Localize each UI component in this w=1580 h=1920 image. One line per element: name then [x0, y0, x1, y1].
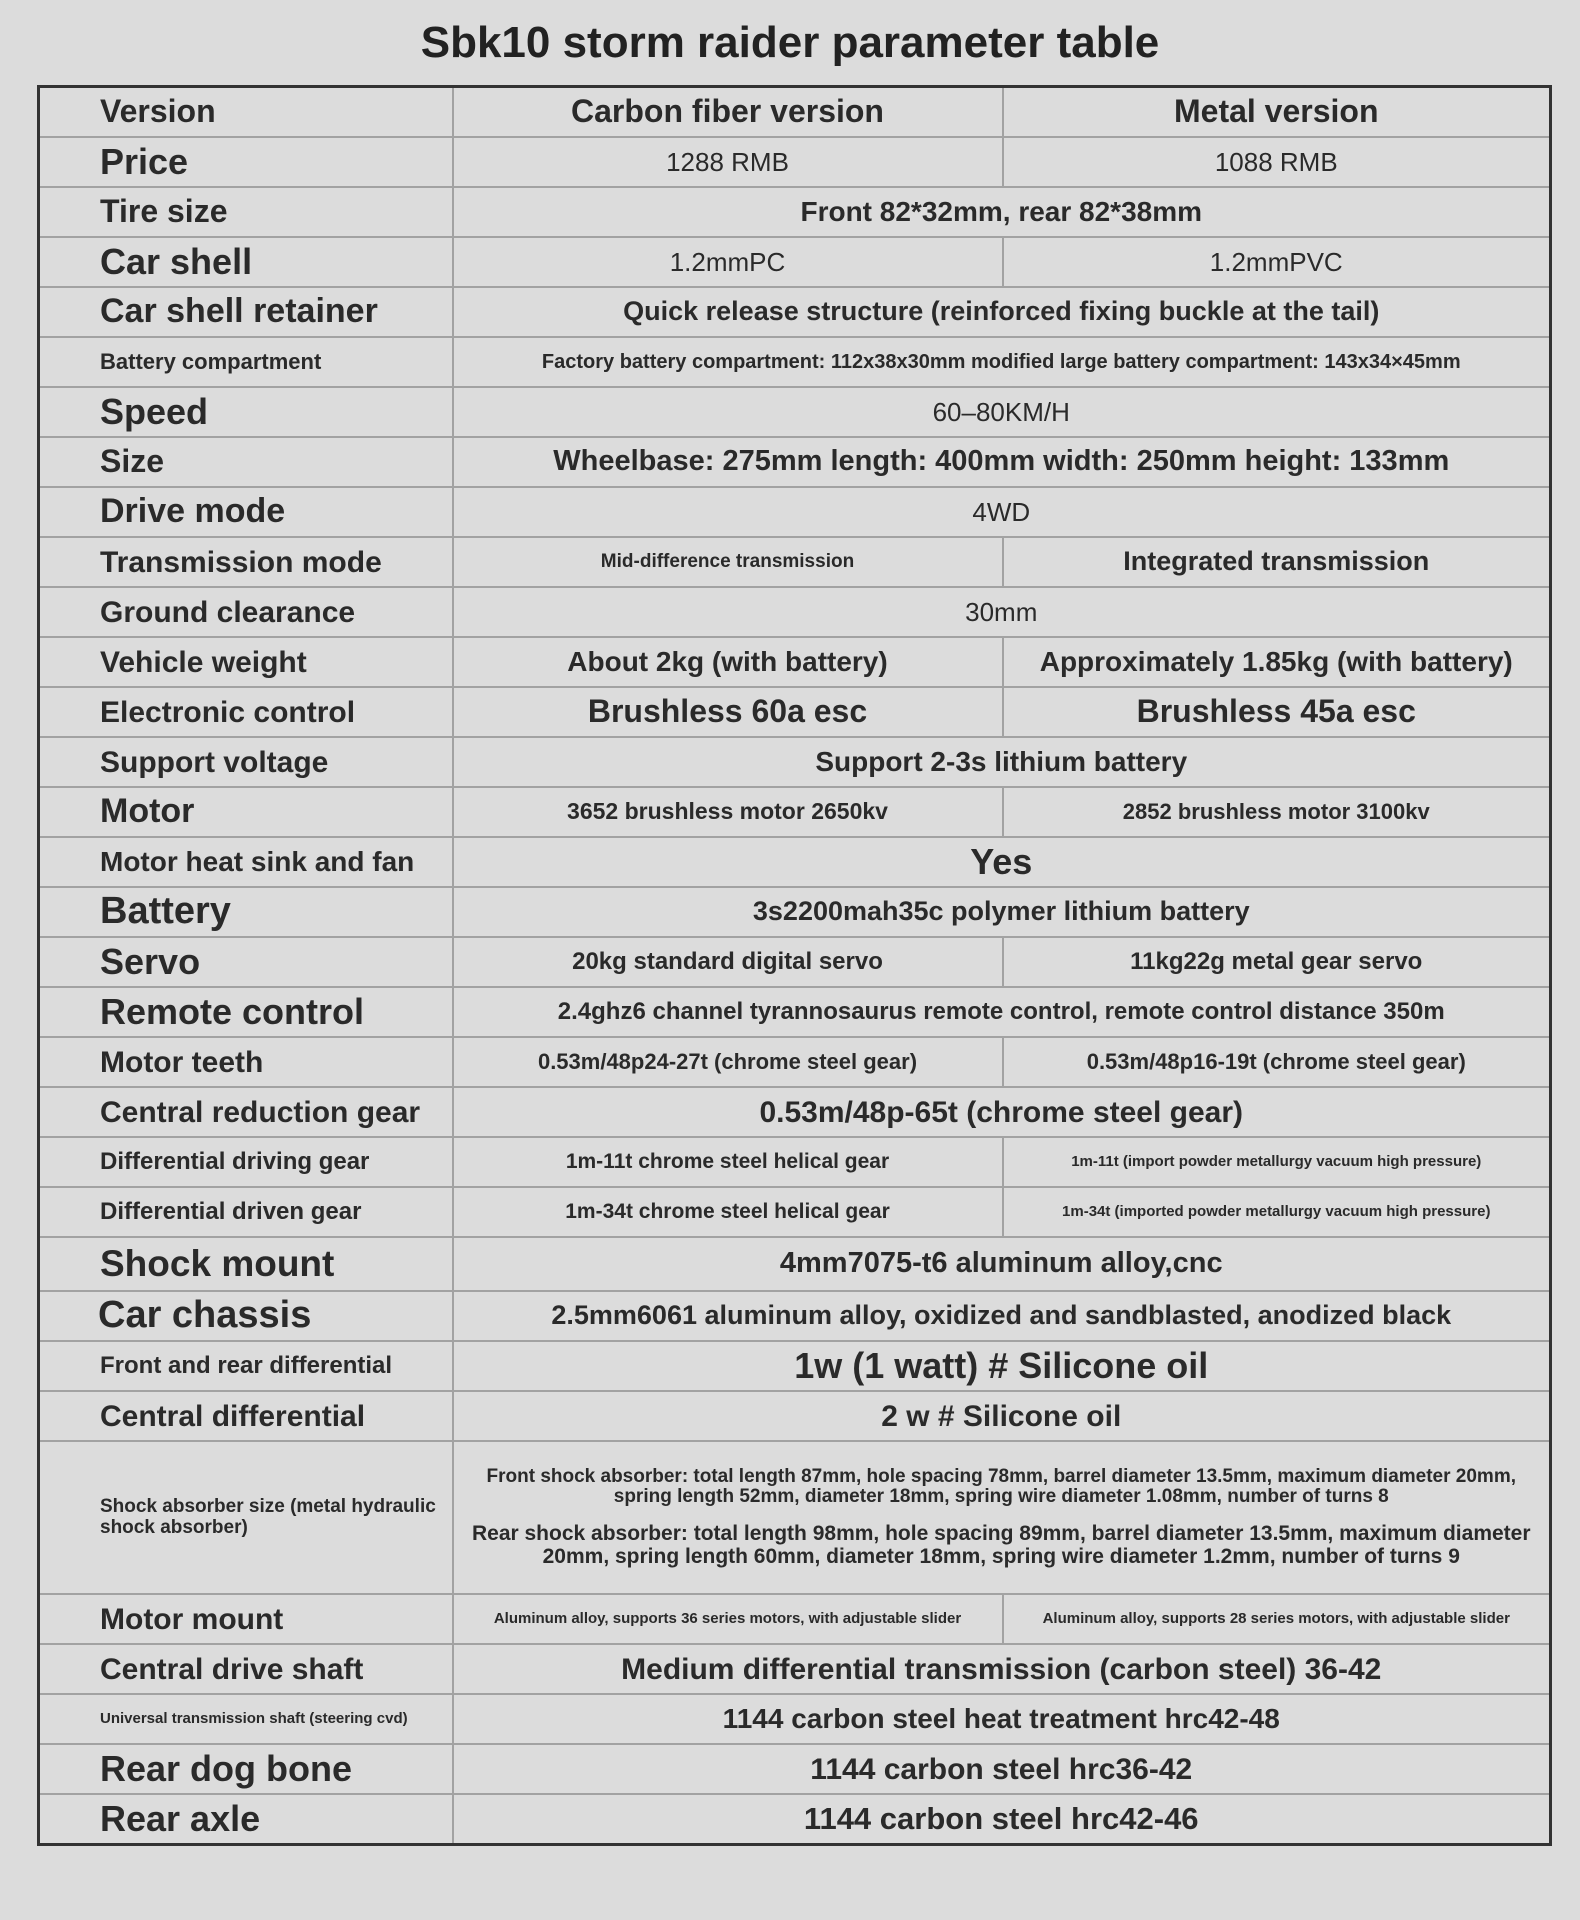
row-value: 4WD	[453, 487, 1551, 537]
row-label: Price	[39, 137, 453, 187]
table-row	[39, 1644, 1551, 1694]
row-value: 0.53m/48p-65t (chrome steel gear)	[453, 1087, 1551, 1137]
row-label: Electronic control	[39, 687, 453, 737]
table-row	[39, 1087, 1551, 1137]
table-row	[39, 187, 1551, 237]
table-row	[39, 1237, 1551, 1291]
metal-version-value: 11kg22g metal gear servo	[1003, 937, 1551, 987]
table-row	[39, 737, 1551, 787]
row-label: Motor	[39, 787, 453, 837]
table-row	[39, 1187, 1551, 1237]
row-label: Size	[39, 437, 453, 487]
table-row	[39, 537, 1551, 587]
table-row	[39, 587, 1551, 637]
row-label: Shock absorber size (metal hydraulic shock absorber)	[39, 1441, 453, 1594]
row-label: Drive mode	[39, 487, 453, 537]
table-row	[39, 1441, 1551, 1594]
row-value: Factory battery compartment: 112x38x30mm modified large battery compartment: 143x34×45mm	[453, 337, 1551, 387]
row-value: Yes	[453, 837, 1551, 887]
row-label: Ground clearance	[39, 587, 453, 637]
row-label: Motor teeth	[39, 1037, 453, 1087]
carbon-version-value: Carbon fiber version	[453, 87, 1003, 138]
table-row	[39, 1037, 1551, 1087]
metal-version-value: 1.2mmPVC	[1003, 237, 1551, 287]
table-row	[39, 937, 1551, 987]
carbon-version-value: 1.2mmPC	[453, 237, 1003, 287]
table-row	[39, 1341, 1551, 1391]
carbon-version-value: 3652 brushless motor 2650kv	[453, 787, 1003, 837]
table-row	[39, 1391, 1551, 1441]
row-value: 30mm	[453, 587, 1551, 637]
carbon-version-value: 1m-34t chrome steel helical gear	[453, 1187, 1003, 1237]
table-row	[39, 837, 1551, 887]
table-row	[39, 137, 1551, 187]
row-label: Car shell	[39, 237, 453, 287]
table-row	[39, 337, 1551, 387]
row-label: Universal transmission shaft (steering cvd)	[39, 1694, 453, 1744]
table-row	[39, 787, 1551, 837]
row-label: Front and rear differential	[39, 1341, 453, 1391]
front-shock-spec: Front shock absorber: total length 87mm, hole spacing 78mm, barrel diameter 13.5mm, maximum diameter 20mm, spring length 52mm, diameter 18mm, spring wire diameter 1.08mm, number of turns 8	[486, 1465, 1516, 1508]
row-value: Wheelbase: 275mm length: 400mm width: 250mm height: 133mm	[453, 437, 1551, 487]
row-label: Motor heat sink and fan	[39, 837, 453, 887]
row-label: Shock mount	[39, 1237, 453, 1291]
row-label: Battery compartment	[39, 337, 453, 387]
row-label: Tire size	[39, 187, 453, 237]
row-value: 2.5mm6061 aluminum alloy, oxidized and sandblasted, anodized black	[453, 1291, 1551, 1341]
rear-shock-spec: Rear shock absorber: total length 98mm, hole spacing 89mm, barrel diameter 13.5mm, maximum diameter 20mm, spring length 60mm, diameter 18mm, spring wire diameter 1.2mm, number of turns 9	[471, 1522, 1531, 1569]
table-row	[39, 87, 1551, 138]
row-value: 1w (1 watt) # Silicone oil	[453, 1341, 1551, 1391]
table-row	[39, 687, 1551, 737]
row-label: Support voltage	[39, 737, 453, 787]
row-label: Servo	[39, 937, 453, 987]
row-value: Support 2-3s lithium battery	[453, 737, 1551, 787]
table-row	[39, 1744, 1551, 1794]
row-label: Speed	[39, 387, 453, 437]
metal-version-value: 2852 brushless motor 3100kv	[1003, 787, 1551, 837]
row-label: Central drive shaft	[39, 1644, 453, 1694]
metal-version-value: 1088 RMB	[1003, 137, 1551, 187]
row-value: 60–80KM/H	[453, 387, 1551, 437]
row-value: Front 82*32mm, rear 82*38mm	[453, 187, 1551, 237]
row-label: Differential driving gear	[39, 1137, 453, 1187]
row-label: Rear axle	[39, 1794, 453, 1845]
carbon-version-value: 20kg standard digital servo	[453, 937, 1003, 987]
metal-version-value: Brushless 45a esc	[1003, 687, 1551, 737]
table-row	[39, 1594, 1551, 1644]
metal-version-value: Aluminum alloy, supports 28 series motors, with adjustable slider	[1003, 1594, 1551, 1644]
row-label: Car shell retainer	[39, 287, 453, 337]
carbon-version-value: Mid-difference transmission	[453, 537, 1003, 587]
row-label: Car chassis	[39, 1291, 453, 1341]
row-label: Transmission mode	[39, 537, 453, 587]
table-row	[39, 1694, 1551, 1744]
row-value: Medium differential transmission (carbon steel) 36-42	[453, 1644, 1551, 1694]
table-row	[39, 637, 1551, 687]
carbon-version-value: Brushless 60a esc	[453, 687, 1003, 737]
carbon-version-value: 1m-11t chrome steel helical gear	[453, 1137, 1003, 1187]
metal-version-value: 1m-11t (import powder metallurgy vacuum high pressure)	[1003, 1137, 1551, 1187]
row-label: Rear dog bone	[39, 1744, 453, 1794]
table-row	[39, 887, 1551, 937]
row-label: Vehicle weight	[39, 637, 453, 687]
carbon-version-value: 0.53m/48p24-27t (chrome steel gear)	[453, 1037, 1003, 1087]
carbon-version-value: Aluminum alloy, supports 36 series motors, with adjustable slider	[453, 1594, 1003, 1644]
table-row	[39, 1291, 1551, 1341]
row-value: 4mm7075-t6 aluminum alloy,cnc	[453, 1237, 1551, 1291]
parameter-table	[37, 85, 1552, 1846]
table-row	[39, 287, 1551, 337]
row-label: Battery	[39, 887, 453, 937]
metal-version-value: Metal version	[1003, 87, 1551, 138]
table-row	[39, 1794, 1551, 1845]
table-row	[39, 1137, 1551, 1187]
row-value: 2.4ghz6 channel tyrannosaurus remote control, remote control distance 350m	[453, 987, 1551, 1037]
row-value: 1144 carbon steel hrc36-42	[453, 1744, 1551, 1794]
row-label: Central reduction gear	[39, 1087, 453, 1137]
metal-version-value: 1m-34t (imported powder metallurgy vacuum high pressure)	[1003, 1187, 1551, 1237]
table-row	[39, 487, 1551, 537]
row-label: Motor mount	[39, 1594, 453, 1644]
row-value: 3s2200mah35c polymer lithium battery	[453, 887, 1551, 937]
table-row	[39, 237, 1551, 287]
row-value: 1144 carbon steel heat treatment hrc42-48	[453, 1694, 1551, 1744]
row-label: Remote control	[39, 987, 453, 1037]
carbon-version-value: 1288 RMB	[453, 137, 1003, 187]
table-row	[39, 387, 1551, 437]
row-value: 2 w # Silicone oil	[453, 1391, 1551, 1441]
table-row	[39, 987, 1551, 1037]
metal-version-value: Integrated transmission	[1003, 537, 1551, 587]
row-value: Quick release structure (reinforced fixing buckle at the tail)	[453, 287, 1551, 337]
carbon-version-value: About 2kg (with battery)	[453, 637, 1003, 687]
page-title: Sbk10 storm raider parameter table	[420, 18, 1160, 67]
shock-absorber-specs	[453, 1441, 1551, 1594]
metal-version-value: Approximately 1.85kg (with battery)	[1003, 637, 1551, 687]
table-row	[39, 437, 1551, 487]
row-label: Version	[39, 87, 453, 138]
row-value: 1144 carbon steel hrc42-46	[453, 1794, 1551, 1845]
row-label: Central differential	[39, 1391, 453, 1441]
row-label: Differential driven gear	[39, 1187, 453, 1237]
metal-version-value: 0.53m/48p16-19t (chrome steel gear)	[1003, 1037, 1551, 1087]
